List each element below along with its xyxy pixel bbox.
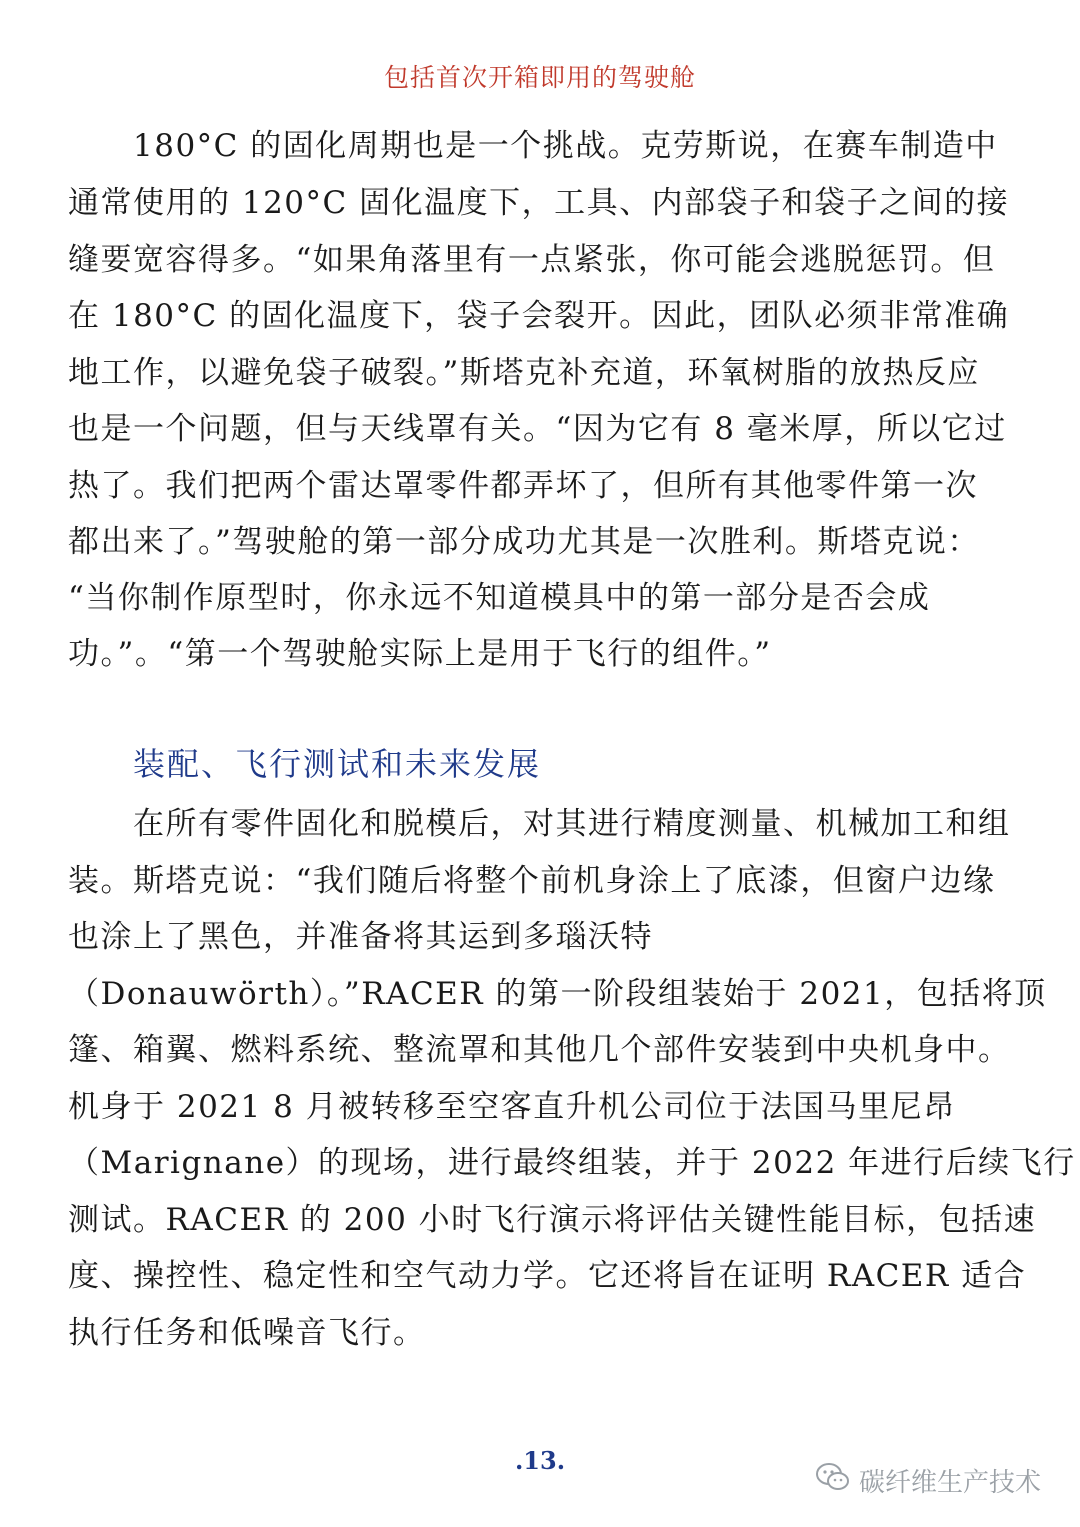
watermark	[815, 1462, 1041, 1499]
paragraph-line: 测试。RACER 的 200 小时飞行演示将评估关键性能目标，包括速	[68, 1202, 1037, 1238]
paragraph-line: 也涂上了黑色，并准备将其运到多瑙沃特	[68, 919, 653, 955]
paragraph-line: 180°C 的固化周期也是一个挑战。克劳斯说，在赛车制造中	[133, 128, 998, 164]
paragraph-line: 在 180°C 的固化温度下，袋子会裂开。因此，团队必须非常准确	[68, 298, 1010, 334]
paragraph-line: 机身于 2021 8 月被转移至空客直升机公司位于法国马里尼昂	[68, 1089, 956, 1125]
paragraph-line: 通常使用的 120°C 固化温度下，工具、内部袋子和袋子之间的接	[68, 185, 1010, 221]
paragraph-line: 装。斯塔克说：“我们随后将整个前机身涂上了底漆，但窗户边缘	[68, 863, 996, 899]
section-heading: 装配、飞行测试和未来发展	[133, 745, 542, 783]
paragraph-line: 篷、箱翼、燃料系统、整流罩和其他几个部件安装到中央机身中。	[68, 1032, 1011, 1068]
paragraph-line: 也是一个问题，但与天线罩有关。“因为它有 8 毫米厚，所以它过	[68, 411, 1007, 447]
paragraph-line: 热了。我们把两个雷达罩零件都弄坏了，但所有其他零件第一次	[68, 468, 978, 504]
paragraph-line: （Donauwörth）。”RACER 的第一阶段组装始于 2021，包括将顶	[68, 976, 1047, 1012]
paragraph-line: 度、操控性、稳定性和空气动力学。它还将旨在证明 RACER 适合	[68, 1258, 1027, 1294]
paragraph-line: 地工作，以避免袋子破裂。”斯塔克补充道，环氧树脂的放热反应	[68, 355, 980, 391]
page-header-title: 包括首次开箱即用的驾驶舱	[383, 63, 696, 92]
wechat-icon	[815, 1462, 851, 1499]
paragraph-line: 在所有零件固化和脱模后，对其进行精度测量、机械加工和组	[133, 806, 1011, 842]
paragraph-line: “当你制作原型时，你永远不知道模具中的第一部分是否会成	[68, 580, 931, 616]
watermark-text: 碳纤维生产技术	[859, 1468, 1042, 1498]
paragraph-line: 功。”。“第一个驾驶舱实际上是用于飞行的组件。”	[68, 636, 772, 672]
paragraph-line: （Marignane）的现场，进行最终组装，并于 2022 年进行后续飞行	[68, 1145, 1076, 1181]
paragraph-line: 执行任务和低噪音飞行。	[68, 1315, 426, 1351]
paragraph-line: 缝要宽容得多。“如果角落里有一点紧张，你可能会逃脱惩罚。但	[68, 242, 996, 278]
page-number: .13.	[514, 1446, 566, 1475]
paragraph-line: 都出来了。”驾驶舱的第一部分成功尤其是一次胜利。斯塔克说：	[68, 524, 980, 560]
